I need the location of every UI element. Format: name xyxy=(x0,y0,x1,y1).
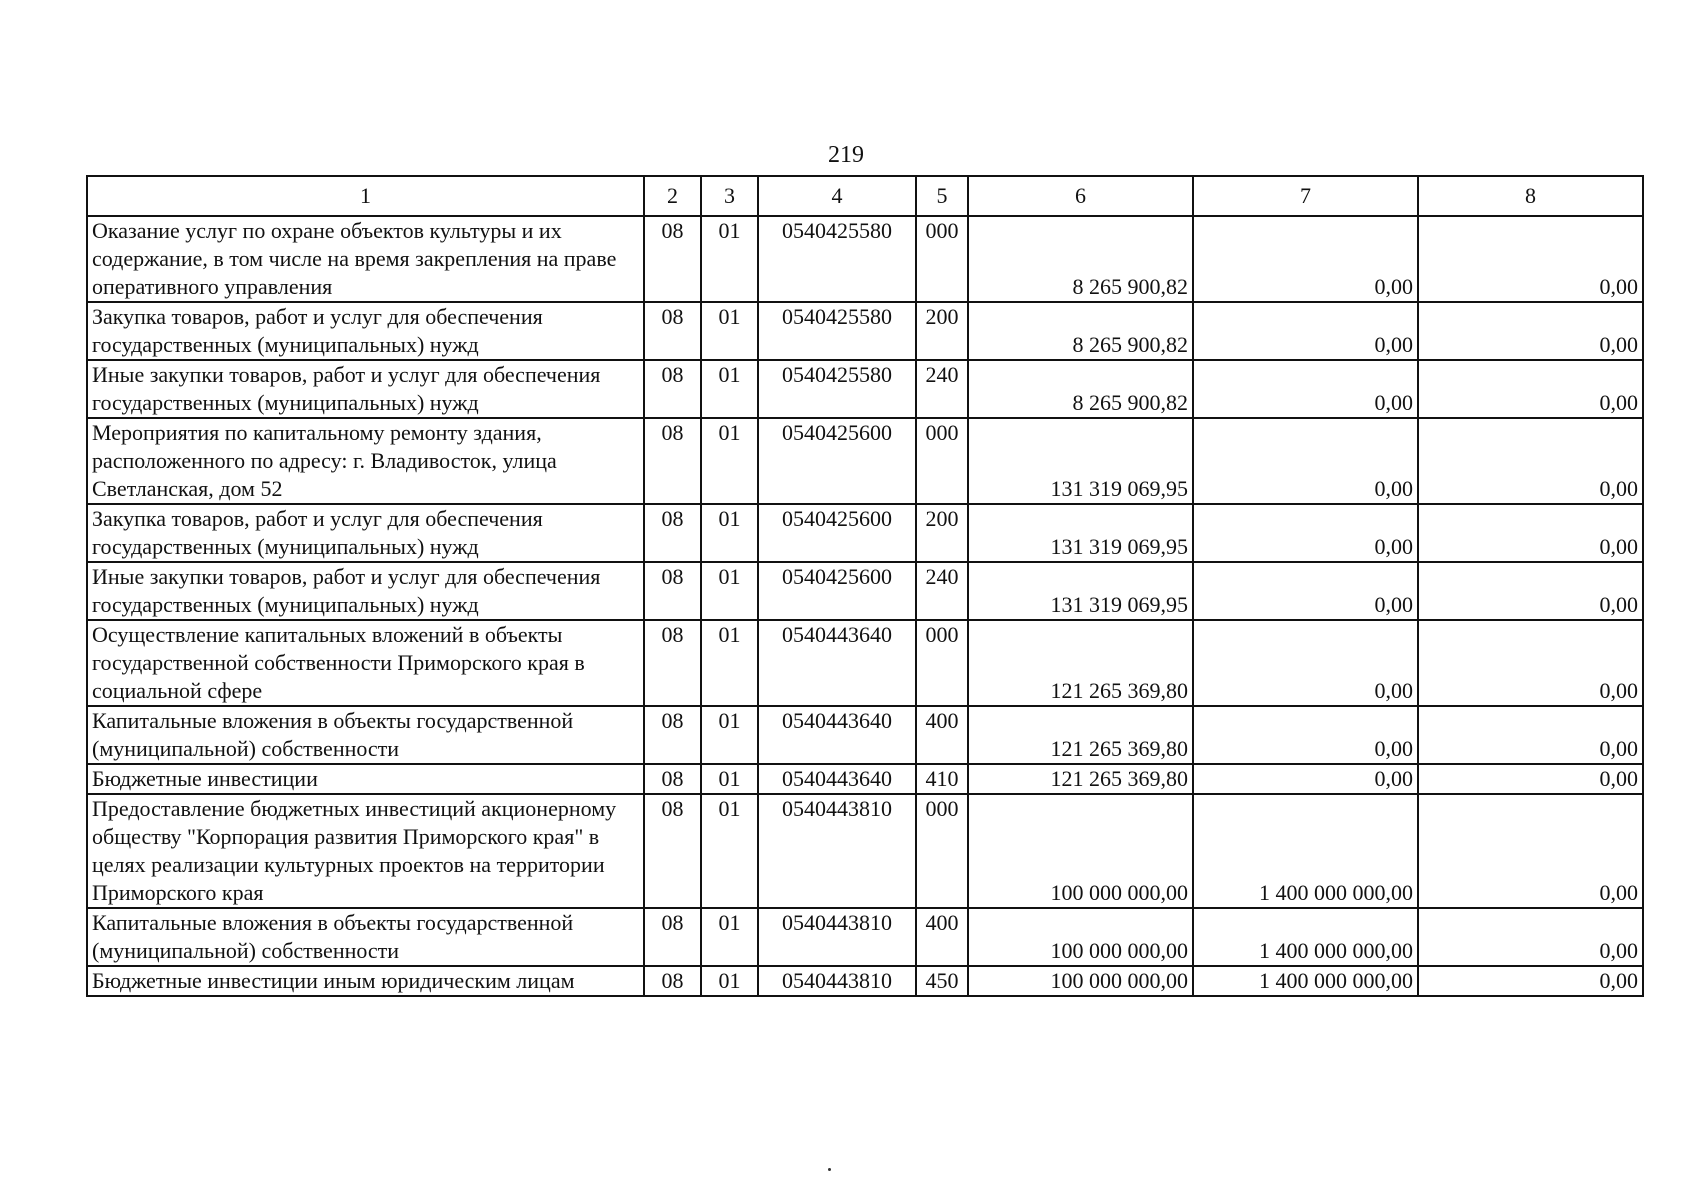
amount-col8-cell: 0,00 xyxy=(1418,620,1643,706)
section-code-cell: 08 xyxy=(644,908,701,966)
row-name-cell: Капитальные вложения в объекты государственной (муниципальной) собственности xyxy=(87,908,644,966)
header-cell: 2 xyxy=(644,176,701,216)
amount-col8-cell: 0,00 xyxy=(1418,706,1643,764)
subsection-code-cell: 01 xyxy=(701,562,758,620)
table-row xyxy=(87,216,1643,302)
header-cell: 6 xyxy=(968,176,1193,216)
row-name-cell: Закупка товаров, работ и услуг для обеспечения государственных (муниципальных) нужд xyxy=(87,302,644,360)
table-row xyxy=(87,764,1643,794)
header-cell: 4 xyxy=(758,176,916,216)
expense-type-cell: 240 xyxy=(916,360,968,418)
amount-col6-cell: 8 265 900,82 xyxy=(968,216,1193,302)
amount-col8-cell: 0,00 xyxy=(1418,562,1643,620)
section-code-cell: 08 xyxy=(644,360,701,418)
target-article-cell: 0540443810 xyxy=(758,966,916,996)
target-article-cell: 0540443640 xyxy=(758,706,916,764)
expense-type-cell: 400 xyxy=(916,908,968,966)
amount-col7-cell: 0,00 xyxy=(1193,360,1418,418)
table-row xyxy=(87,562,1643,620)
expense-type-cell: 000 xyxy=(916,794,968,908)
section-code-cell: 08 xyxy=(644,706,701,764)
table-row xyxy=(87,360,1643,418)
section-code-cell: 08 xyxy=(644,418,701,504)
section-code-cell: 08 xyxy=(644,620,701,706)
row-name-cell: Предоставление бюджетных инвестиций акционерному обществу "Корпорация развития Приморского края" в целях реализации культурных проектов на территории Приморского края xyxy=(87,794,644,908)
amount-col6-cell: 8 265 900,82 xyxy=(968,302,1193,360)
amount-col8-cell: 0,00 xyxy=(1418,764,1643,794)
expense-type-cell: 240 xyxy=(916,562,968,620)
target-article-cell: 0540425600 xyxy=(758,504,916,562)
target-article-cell: 0540425580 xyxy=(758,216,916,302)
amount-col8-cell: 0,00 xyxy=(1418,216,1643,302)
amount-col6-cell: 131 319 069,95 xyxy=(968,504,1193,562)
expense-type-cell: 200 xyxy=(916,504,968,562)
section-code-cell: 08 xyxy=(644,794,701,908)
amount-col6-cell: 121 265 369,80 xyxy=(968,706,1193,764)
row-name-cell: Иные закупки товаров, работ и услуг для обеспечения государственных (муниципальных) нужд xyxy=(87,562,644,620)
expense-type-cell: 200 xyxy=(916,302,968,360)
header-cell: 1 xyxy=(87,176,644,216)
amount-col7-cell: 0,00 xyxy=(1193,620,1418,706)
amount-col6-cell: 121 265 369,80 xyxy=(968,620,1193,706)
target-article-cell: 0540443810 xyxy=(758,908,916,966)
section-code-cell: 08 xyxy=(644,562,701,620)
table-row xyxy=(87,302,1643,360)
amount-col7-cell: 0,00 xyxy=(1193,216,1418,302)
scan-speck xyxy=(828,1168,831,1171)
header-cell: 5 xyxy=(916,176,968,216)
section-code-cell: 08 xyxy=(644,504,701,562)
section-code-cell: 08 xyxy=(644,966,701,996)
table-row xyxy=(87,908,1643,966)
amount-col6-cell: 8 265 900,82 xyxy=(968,360,1193,418)
subsection-code-cell: 01 xyxy=(701,908,758,966)
amount-col8-cell: 0,00 xyxy=(1418,908,1643,966)
expense-type-cell: 410 xyxy=(916,764,968,794)
row-name-cell: Оказание услуг по охране объектов культуры и их содержание, в том числе на время закрепления на праве оперативного управления xyxy=(87,216,644,302)
header-row xyxy=(87,176,1643,216)
row-name-cell: Бюджетные инвестиции xyxy=(87,764,644,794)
subsection-code-cell: 01 xyxy=(701,794,758,908)
amount-col6-cell: 100 000 000,00 xyxy=(968,966,1193,996)
subsection-code-cell: 01 xyxy=(701,216,758,302)
row-name-cell: Капитальные вложения в объекты государственной (муниципальной) собственности xyxy=(87,706,644,764)
table-row xyxy=(87,620,1643,706)
row-name-cell: Закупка товаров, работ и услуг для обеспечения государственных (муниципальных) нужд xyxy=(87,504,644,562)
amount-col8-cell: 0,00 xyxy=(1418,360,1643,418)
amount-col7-cell: 1 400 000 000,00 xyxy=(1193,966,1418,996)
subsection-code-cell: 01 xyxy=(701,302,758,360)
amount-col7-cell: 0,00 xyxy=(1193,562,1418,620)
amount-col6-cell: 100 000 000,00 xyxy=(968,908,1193,966)
section-code-cell: 08 xyxy=(644,216,701,302)
amount-col8-cell: 0,00 xyxy=(1418,966,1643,996)
subsection-code-cell: 01 xyxy=(701,620,758,706)
amount-col6-cell: 121 265 369,80 xyxy=(968,764,1193,794)
amount-col7-cell: 1 400 000 000,00 xyxy=(1193,794,1418,908)
header-cell: 7 xyxy=(1193,176,1418,216)
row-name-cell: Осуществление капитальных вложений в объекты государственной собственности Приморского края в социальной сфере xyxy=(87,620,644,706)
row-name-cell: Иные закупки товаров, работ и услуг для обеспечения государственных (муниципальных) нужд xyxy=(87,360,644,418)
expense-type-cell: 000 xyxy=(916,216,968,302)
amount-col7-cell: 1 400 000 000,00 xyxy=(1193,908,1418,966)
page-number: 219 xyxy=(828,142,864,168)
target-article-cell: 0540425580 xyxy=(758,360,916,418)
subsection-code-cell: 01 xyxy=(701,764,758,794)
target-article-cell: 0540425580 xyxy=(758,302,916,360)
section-code-cell: 08 xyxy=(644,302,701,360)
target-article-cell: 0540443640 xyxy=(758,620,916,706)
amount-col7-cell: 0,00 xyxy=(1193,418,1418,504)
row-name-cell: Бюджетные инвестиции иным юридическим лицам xyxy=(87,966,644,996)
subsection-code-cell: 01 xyxy=(701,360,758,418)
amount-col8-cell: 0,00 xyxy=(1418,302,1643,360)
amount-col6-cell: 131 319 069,95 xyxy=(968,562,1193,620)
amount-col8-cell: 0,00 xyxy=(1418,418,1643,504)
expense-type-cell: 000 xyxy=(916,620,968,706)
row-name-cell: Мероприятия по капитальному ремонту здания, расположенного по адресу: г. Владивосток, улица Светланская, дом 52 xyxy=(87,418,644,504)
subsection-code-cell: 01 xyxy=(701,966,758,996)
table-row xyxy=(87,418,1643,504)
target-article-cell: 0540425600 xyxy=(758,562,916,620)
subsection-code-cell: 01 xyxy=(701,706,758,764)
target-article-cell: 0540425600 xyxy=(758,418,916,504)
amount-col6-cell: 100 000 000,00 xyxy=(968,794,1193,908)
expense-type-cell: 450 xyxy=(916,966,968,996)
subsection-code-cell: 01 xyxy=(701,418,758,504)
amount-col7-cell: 0,00 xyxy=(1193,302,1418,360)
amount-col7-cell: 0,00 xyxy=(1193,706,1418,764)
target-article-cell: 0540443640 xyxy=(758,764,916,794)
expense-type-cell: 400 xyxy=(916,706,968,764)
target-article-cell: 0540443810 xyxy=(758,794,916,908)
section-code-cell: 08 xyxy=(644,764,701,794)
amount-col6-cell: 131 319 069,95 xyxy=(968,418,1193,504)
subsection-code-cell: 01 xyxy=(701,504,758,562)
header-cell: 3 xyxy=(701,176,758,216)
table-row xyxy=(87,504,1643,562)
expense-type-cell: 000 xyxy=(916,418,968,504)
amount-col8-cell: 0,00 xyxy=(1418,504,1643,562)
amount-col8-cell: 0,00 xyxy=(1418,794,1643,908)
table-row xyxy=(87,706,1643,764)
amount-col7-cell: 0,00 xyxy=(1193,764,1418,794)
amount-col7-cell: 0,00 xyxy=(1193,504,1418,562)
budget-table xyxy=(86,175,1644,997)
table-row xyxy=(87,966,1643,996)
table-row xyxy=(87,794,1643,908)
header-cell: 8 xyxy=(1418,176,1643,216)
